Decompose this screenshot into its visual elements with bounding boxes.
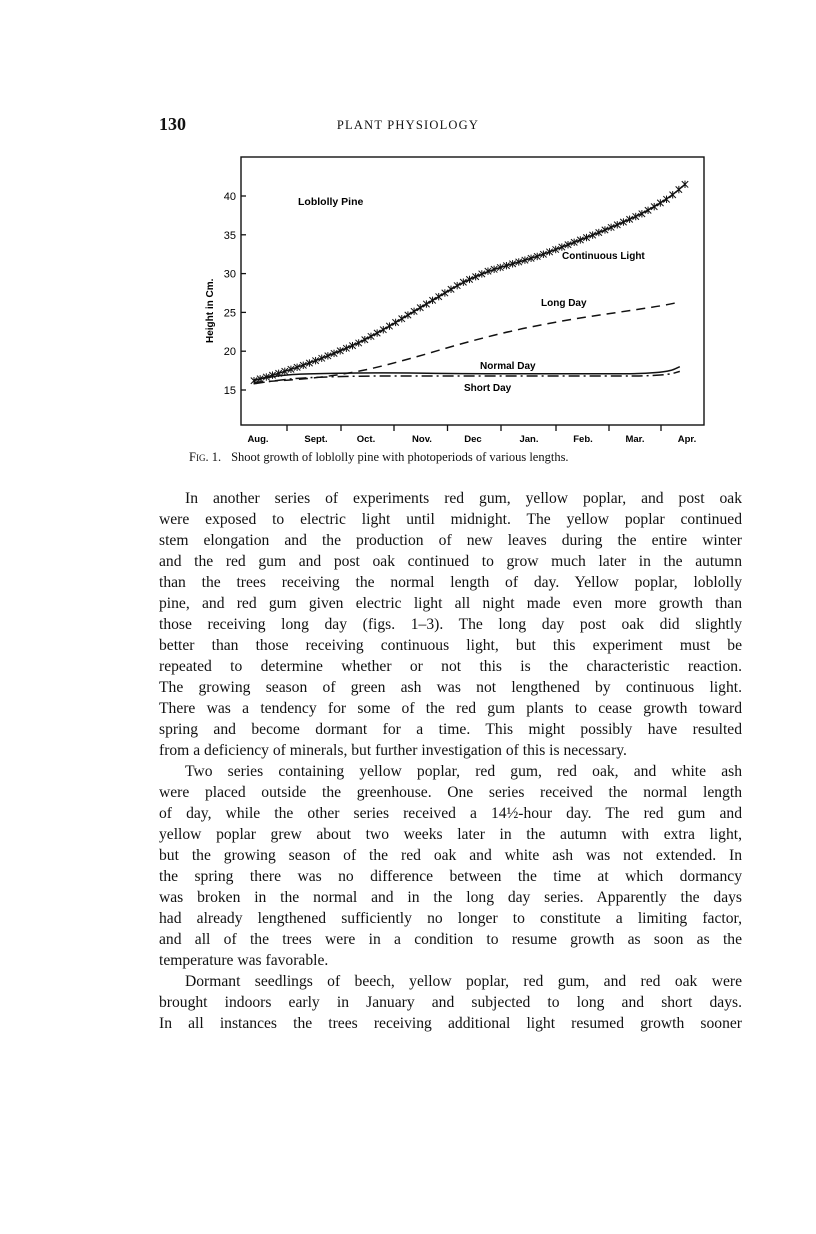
cross-marker xyxy=(682,181,688,188)
p1-line-4: and the red gum and post oak continued to grow much later in the autumn xyxy=(159,553,742,570)
cross-marker xyxy=(589,231,595,238)
chart-title: Loblolly Pine xyxy=(298,196,364,208)
y-tick-label-20: 20 xyxy=(223,346,236,359)
cross-marker xyxy=(380,326,386,333)
cross-marker xyxy=(669,191,675,198)
growth-chart xyxy=(0,0,816,470)
p3-line-3: In all instances the trees receiving additional light resumed growth sooner xyxy=(159,1015,742,1032)
cross-marker xyxy=(429,297,435,304)
cross-marker xyxy=(633,213,639,220)
x-tick-label-1: Sept. xyxy=(304,434,328,445)
y-tick-label-30: 30 xyxy=(223,268,236,281)
x-tick-label-0: Aug. xyxy=(247,434,269,445)
cross-marker xyxy=(608,224,614,231)
p1-line-8: better than those receiving continuous light, but this experiment must be xyxy=(159,637,742,654)
p2-line-4: yellow poplar grew about two weeks later in the autumn with extra light, xyxy=(159,826,742,843)
cross-marker xyxy=(553,246,559,253)
p2-line-9: and all of the trees were in a condition to resume growth as soon as the xyxy=(159,931,742,948)
p1-line-5: than the trees receiving the normal length of day. Yellow poplar, loblolly xyxy=(159,574,742,591)
cross-marker xyxy=(657,199,663,206)
page-number: 130 xyxy=(159,114,186,134)
cross-marker xyxy=(596,229,602,236)
cross-marker xyxy=(331,350,337,357)
cross-marker xyxy=(559,243,565,250)
p1-line-7: those receiving long day (figs. 1–3). The long day post oak did slightly xyxy=(159,616,742,633)
p1-line-10: The growing season of green ash was not lengthened by continuous light. xyxy=(159,679,742,696)
cross-marker xyxy=(472,273,478,280)
cross-marker xyxy=(442,289,448,296)
p2-line-6: the spring there was no difference between the time at which dormancy xyxy=(159,868,742,885)
p2-line-3: of day, while the other series received a 14½-hour day. The red gum and xyxy=(159,805,742,822)
cross-marker xyxy=(368,333,374,340)
y-axis-label: Height in Cm. xyxy=(205,278,216,343)
x-tick-label-8: Apr. xyxy=(677,434,697,445)
x-tick-label-5: Jan. xyxy=(519,434,539,445)
y-tick-label-25: 25 xyxy=(223,307,236,320)
running-head: PLANT PHYSIOLOGY xyxy=(336,118,480,132)
figure-caption xyxy=(189,450,569,465)
y-tick-label-35: 35 xyxy=(223,229,236,242)
cross-marker xyxy=(325,352,331,359)
cross-marker xyxy=(405,311,411,318)
x-tick-label-2: Oct. xyxy=(356,434,376,445)
cross-marker xyxy=(602,226,608,233)
cross-marker xyxy=(571,239,577,246)
cross-marker xyxy=(626,216,632,223)
x-tick-label-7: Mar. xyxy=(625,434,645,445)
paragraph-1 xyxy=(159,488,742,761)
p3-line-1: Dormant seedlings of beech, yellow poplar, red gum, and red oak were xyxy=(185,973,742,990)
p1-line-1: In another series of experiments red gum, yellow poplar, and post oak xyxy=(185,490,742,507)
x-tick-label-6: Feb. xyxy=(573,434,593,445)
cross-marker xyxy=(436,293,442,300)
p3-line-2: brought indoors early in January and subjected to long and short days. xyxy=(159,994,742,1011)
cross-marker xyxy=(614,221,620,228)
cross-marker xyxy=(454,282,460,289)
p1-line-3: stem elongation and the production of new leaves during the entire winter xyxy=(159,532,742,549)
cross-marker xyxy=(663,196,669,203)
figure-1 xyxy=(0,0,816,470)
cross-marker xyxy=(466,276,472,283)
p1-line-2: were exposed to electric light until midnight. The yellow poplar continued xyxy=(159,511,742,528)
cross-marker xyxy=(448,286,454,293)
x-tick-label-4: Dec xyxy=(464,434,482,445)
y-tick-label-40: 40 xyxy=(223,191,236,203)
cross-marker xyxy=(546,248,552,255)
cross-marker xyxy=(417,304,423,311)
body-text xyxy=(159,488,742,1034)
cross-marker xyxy=(319,355,325,362)
p1-line-6: pine, and red gum given electric light all night made even more growth than xyxy=(159,595,742,612)
series-label-long-day: Long Day xyxy=(541,298,587,309)
p1-line-9: repeated to determine whether or not this is the characteristic reaction. xyxy=(159,658,742,675)
series-label-short-day: Short Day xyxy=(464,383,512,394)
cross-marker xyxy=(577,236,583,243)
p2-line-5: but the growing season of the red oak and white ash was not extended. In xyxy=(159,847,742,864)
cross-marker xyxy=(374,329,380,336)
cross-marker xyxy=(583,234,589,241)
figure-label: Fig. 1. xyxy=(189,450,222,464)
cross-marker xyxy=(620,218,626,225)
paragraph-2 xyxy=(159,761,742,971)
cross-marker xyxy=(565,241,571,248)
p2-line-1: Two series containing yellow poplar, red gum, red oak, and white ash xyxy=(185,763,742,780)
cross-marker xyxy=(349,342,355,349)
p2-line-2: were placed outside the greenhouse. One series received the normal length xyxy=(159,784,742,801)
p1-line-13: from a deficiency of minerals, but further investigation of this is necessary. xyxy=(159,742,627,759)
figure-caption-text: Shoot growth of loblolly pine with photoperiods of various lengths. xyxy=(231,450,569,464)
cross-marker xyxy=(676,186,682,193)
p2-line-10: temperature was favorable. xyxy=(159,952,329,969)
cross-marker xyxy=(411,308,417,315)
cross-marker xyxy=(645,207,651,214)
p2-line-8: had already lengthened sufficiently no longer to constitute a limiting factor, xyxy=(159,910,742,927)
paragraph-3 xyxy=(159,971,742,1034)
cross-marker xyxy=(337,347,343,354)
cross-marker xyxy=(343,345,349,352)
cross-marker xyxy=(423,300,429,307)
p1-line-12: spring and become dormant for a time. This might possibly have resulted xyxy=(159,721,742,738)
cross-marker xyxy=(362,336,368,343)
p2-line-7: was broken in the normal and in the long day series. Apparently the days xyxy=(159,889,742,906)
series-label-normal-day: Normal Day xyxy=(480,361,536,372)
cross-marker xyxy=(399,315,405,322)
series-label-continuous-light: Continuous Light xyxy=(562,251,645,262)
series-line-long-day xyxy=(254,302,680,383)
cross-marker xyxy=(312,357,318,364)
cross-marker xyxy=(392,319,398,326)
p1-line-11: There was a tendency for some of the red gum plants to cease growth toward xyxy=(159,700,742,717)
cross-marker xyxy=(386,322,392,329)
cross-marker xyxy=(651,203,657,210)
y-tick-label-15: 15 xyxy=(223,385,236,397)
x-tick-label-3: Nov. xyxy=(412,434,432,445)
